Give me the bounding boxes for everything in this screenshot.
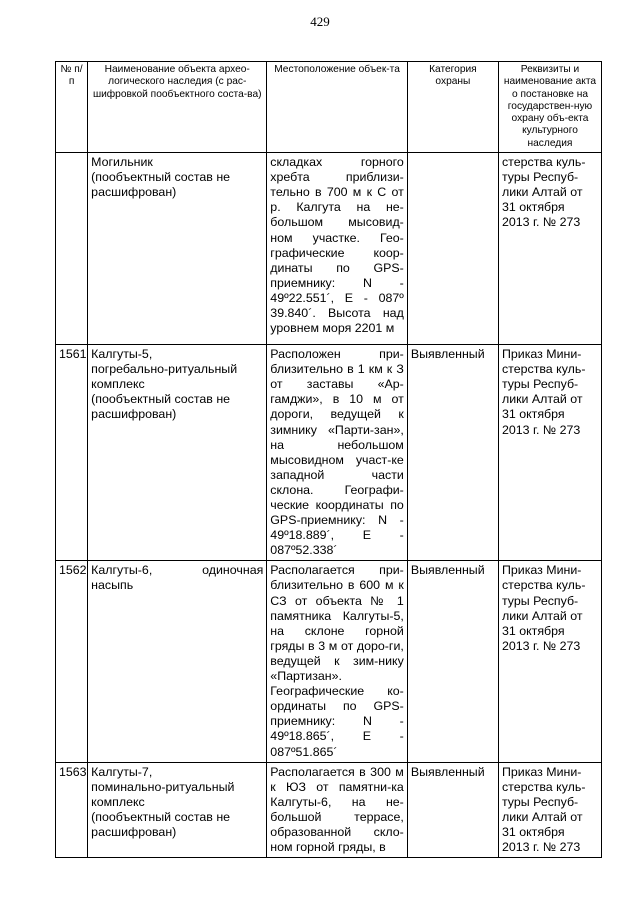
header-object-name: Наименование объекта архео-логического наследия (с рас-шифровкой пообъектного соста-ва) bbox=[88, 62, 267, 153]
category-cell bbox=[407, 153, 498, 345]
location-cell: складках горного хребта приблизи-тельно в 700 м к С от р. Калгута на не-большом мысовид-ном участке. Гео-графические коор-динаты по GPS-приемнику: N - 49º22.551´, E - 087º 39.840´. Высота над уровнем моря 2201 м bbox=[267, 153, 408, 345]
location-cell: Располагается при-близительно в 600 м к СЗ от объекта № 1 памятника Калгуты-5, на склоне горной гряды в 3 м от доро-ги, ведущей к зим-нику «Партизан». Географические ко-ординаты по GPS-приемнику: N - 49º18.865´, E - 087º51.865´ bbox=[267, 561, 408, 762]
requisites-line: 31 октября bbox=[501, 824, 565, 839]
object-name-line: (пообъектный состав не bbox=[91, 392, 231, 407]
requisites-line: 2013 г. № 273 bbox=[501, 840, 581, 855]
table-row bbox=[56, 345, 602, 561]
object-name-line: Могильник bbox=[91, 155, 153, 170]
requisites-line: Приказ Мини- bbox=[501, 347, 582, 362]
location-cell: Располагается в 300 м к ЮЗ от памятни-ка Калгуты-6, на не-большой террасе, образованной скло-ном горной гряды, в bbox=[267, 762, 408, 858]
requisites-cell bbox=[498, 345, 601, 561]
row-number: 1563 bbox=[56, 762, 88, 858]
requisites-line: 31 октября bbox=[501, 200, 565, 215]
header-act-requisites: Реквизиты и наименование акта о постановке на государствен-ную охрану объ-екта культурного наследия bbox=[498, 62, 601, 153]
requisites-line: Приказ Мини- bbox=[501, 764, 582, 779]
object-name-line: комплекс bbox=[91, 377, 145, 392]
object-name-line: Калгуты-6, одиночная bbox=[91, 563, 264, 578]
location-cell: Расположен при-близительно в 1 км к З от заставы «Ар-гамджи», в 10 м от дороги, ведущей к зимнику «Парти-зан», на небольшом мысовидном участ-ке западной части склона. Географи-ческие координаты по GPS-приемнику: N - 49º18.889´, E - 087º52.338´ bbox=[267, 345, 408, 561]
object-name-line: поминально-ритуальный bbox=[91, 779, 235, 794]
requisites-cell bbox=[498, 762, 601, 858]
requisites-line: 2013 г. № 273 bbox=[501, 215, 581, 230]
requisites-cell bbox=[498, 561, 601, 762]
requisites-line: 31 октября bbox=[501, 407, 565, 422]
requisites-line: 2013 г. № 273 bbox=[501, 422, 581, 437]
row-number: 1562 bbox=[56, 561, 88, 762]
header-location: Местоположение объек-та bbox=[267, 62, 408, 153]
row-number bbox=[56, 153, 88, 345]
heritage-registry-table bbox=[55, 61, 602, 858]
requisites-line: Приказ Мини- bbox=[501, 563, 582, 578]
requisites-line: стерства куль- bbox=[501, 362, 586, 377]
object-name-cell bbox=[88, 762, 267, 858]
category-cell: Выявленный bbox=[407, 762, 498, 858]
requisites-cell bbox=[498, 153, 601, 345]
row-number: 1561 bbox=[56, 345, 88, 561]
table-row bbox=[56, 561, 602, 762]
object-name-line: (пообъектный состав не bbox=[91, 809, 231, 824]
category-cell: Выявленный bbox=[407, 345, 498, 561]
object-name-line: насыпь bbox=[91, 578, 134, 593]
requisites-line: лики Алтай от bbox=[501, 608, 583, 623]
page-number: 429 bbox=[310, 14, 330, 29]
object-name-line: Калгуты-5, bbox=[91, 347, 153, 362]
object-name-cell bbox=[88, 153, 267, 345]
object-name-line: комплекс bbox=[91, 794, 145, 809]
requisites-line: 31 октября bbox=[501, 623, 565, 638]
requisites-line: стерства куль- bbox=[501, 779, 586, 794]
object-name-line: (пообъектный состав не bbox=[91, 170, 231, 185]
object-name-cell bbox=[88, 561, 267, 762]
requisites-line: туры Респуб- bbox=[501, 170, 579, 185]
table-row bbox=[56, 153, 602, 345]
requisites-line: туры Респуб- bbox=[501, 593, 579, 608]
category-cell: Выявленный bbox=[407, 561, 498, 762]
object-name-line: погребально-ритуальный bbox=[91, 362, 238, 377]
requisites-line: лики Алтай от bbox=[501, 185, 583, 200]
requisites-line: 2013 г. № 273 bbox=[501, 638, 581, 653]
requisites-line: стерства куль- bbox=[501, 155, 586, 170]
requisites-line: стерства куль- bbox=[501, 578, 586, 593]
object-name-line: расшифрован) bbox=[91, 824, 177, 839]
object-name-line: расшифрован) bbox=[91, 407, 177, 422]
table-header-row bbox=[56, 62, 602, 153]
requisites-line: лики Алтай от bbox=[501, 809, 583, 824]
table-row bbox=[56, 762, 602, 858]
header-number: № п/п bbox=[56, 62, 88, 153]
requisites-line: туры Респуб- bbox=[501, 377, 579, 392]
requisites-line: туры Респуб- bbox=[501, 794, 579, 809]
requisites-line: лики Алтай от bbox=[501, 392, 583, 407]
object-name-line: расшифрован) bbox=[91, 185, 177, 200]
header-protection-category: Категория охраны bbox=[407, 62, 498, 153]
object-name-line: Калгуты-7, bbox=[91, 764, 153, 779]
object-name-cell bbox=[88, 345, 267, 561]
